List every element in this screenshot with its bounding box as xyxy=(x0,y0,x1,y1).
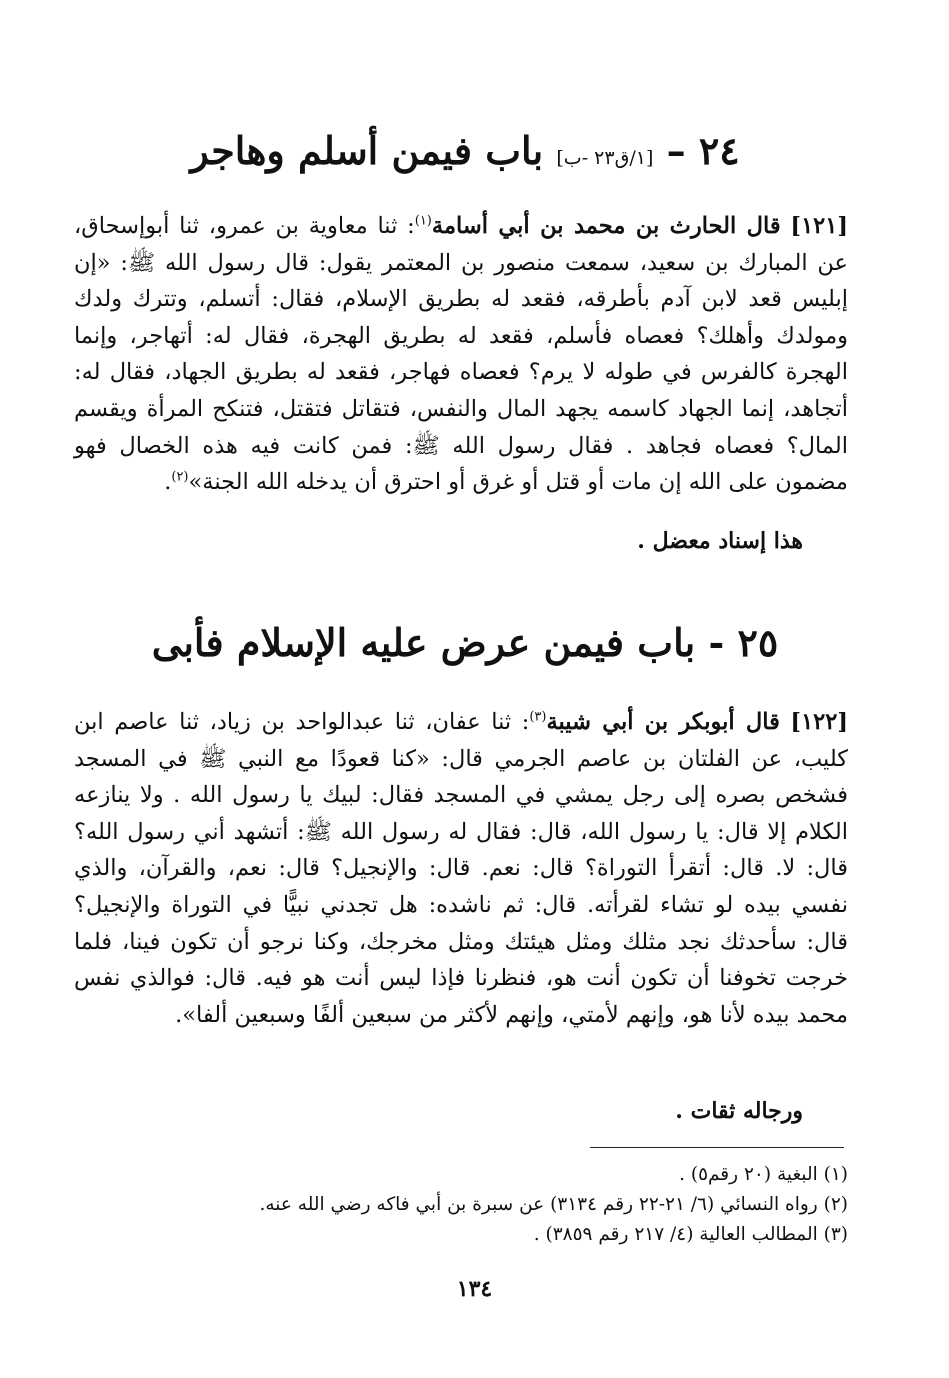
page-number: ١٣٤ xyxy=(456,1276,493,1302)
footnote-2: (٢) رواه النسائي (٦/ ٢١-٢٢ رقم ٣١٣٤) عن سبرة بن أبي فاكه رضي الله عنه. xyxy=(259,1194,848,1215)
hadith-end: . xyxy=(164,469,172,496)
footnote-marker: (٢) xyxy=(171,469,189,485)
hadith-narrator: قال أبوبكر بن أبي شيبة xyxy=(546,709,780,735)
chapter-dash: – xyxy=(666,128,686,173)
hadith-number: [١٢٢] xyxy=(790,709,848,735)
narrators-verdict: ورجاله ثقات . xyxy=(675,1098,803,1124)
hadith-narrator: قال الحارث بن محمد بن أبي أسامة xyxy=(431,213,781,239)
hadith-text: : ثنا عفان، ثنا عبدالواحد بن زياد، ثنا عاصم ابن كليب، عن الفلتان بن عاصم الجرمي قال: «كنا قعودًا مع النبي ﷺ في المسجد فشخص بصره إلى رجل يمشي في المسجد فقال: لبيك يا رسول الله . ولا ينازعه الكلام إلا قال: يا رسول الله، قال: فقال له رسول الله ﷺ: أتشهد أني رسول الله؟ قال: لا. قال: أتقرأ التوراة؟ قال: نعم. قال: والإنجيل؟ قال: نعم، والقرآن، والذي نفسي بيده لو تشاء لقرأته. قال: ثم ناشده: هل تجدني نبيًّا في التوراة والإنجيل؟ قال: سأحدثك نجد مثلك ومثل هيئتك ومثل مخرجك، وكنا نرجو أن تكون فينا، فلما خرجت تخوفنا أن تكون أنت هو، فنظرنا فإذا ليس أنت هو فيه. قال: فوالذي نفس محمد بيده لأنا هو، وإنهم لأمتي، وإنهم لأكثر من سبعين ألفًا وسبعين ألفا». xyxy=(74,709,848,1028)
chapter-number: ٢٤ xyxy=(698,128,740,173)
footnote-3: (٣) المطالب العالية (٤/ ٢١٧ رقم ٣٨٥٩) . xyxy=(533,1224,848,1245)
footnotes xyxy=(180,1160,848,1250)
footnote-marker: (١) xyxy=(414,213,432,229)
isnad-verdict: هذا إسناد معضل . xyxy=(637,528,803,554)
chapter-25-heading: ٢٥ - باب فيمن عرض عليه الإسلام فأبى xyxy=(151,620,779,665)
chapter-24-heading xyxy=(80,128,850,173)
hadith-122-paragraph xyxy=(74,704,848,1033)
footnote-separator xyxy=(590,1147,844,1148)
hadith-121-paragraph xyxy=(74,208,848,501)
footnote-1: (١) البغية (٢٠ رقم٥) . xyxy=(679,1164,848,1185)
footnote-marker: (٣) xyxy=(529,709,547,725)
hadith-number: [١٢١] xyxy=(790,213,848,239)
hadith-text: : ثنا معاوية بن عمرو، ثنا أبوإسحاق، عن المبارك بن سعيد، سمعت منصور بن المعتمر يقول: قال رسول الله ﷺ: «إن إبليس قعد لابن آدم بأطرقه، فقعد له بطريق الإسلام، فقال: أتسلم، وتترك ولدك ومولدك وأهلك؟ فعصاه فأسلم، فقعد له بطريق الهجرة، فقال له: أتهاجر، وإنما الهجرة كالفرس في طوله لا يرم؟ فعصاه فهاجر، فقعد له بطريق الجهاد، فقال له: أتجاهد، إنما الجهاد كاسمه يجهد المال والنفس، فتقاتل فتقتل، فتنكح المرأة ويقسم المال؟ فعصاه فجاهد . فقال رسول الله ﷺ: فمن كانت فيه هذه الخصال فهو مضمون على الله إن مات أو قتل أو غرق أو احترق أن يدخله الله الجنة» xyxy=(74,213,848,496)
manuscript-reference: [١/ق٢٣ -ب] xyxy=(556,147,654,169)
chapter-title: باب فيمن أسلم وهاجر xyxy=(190,128,544,173)
